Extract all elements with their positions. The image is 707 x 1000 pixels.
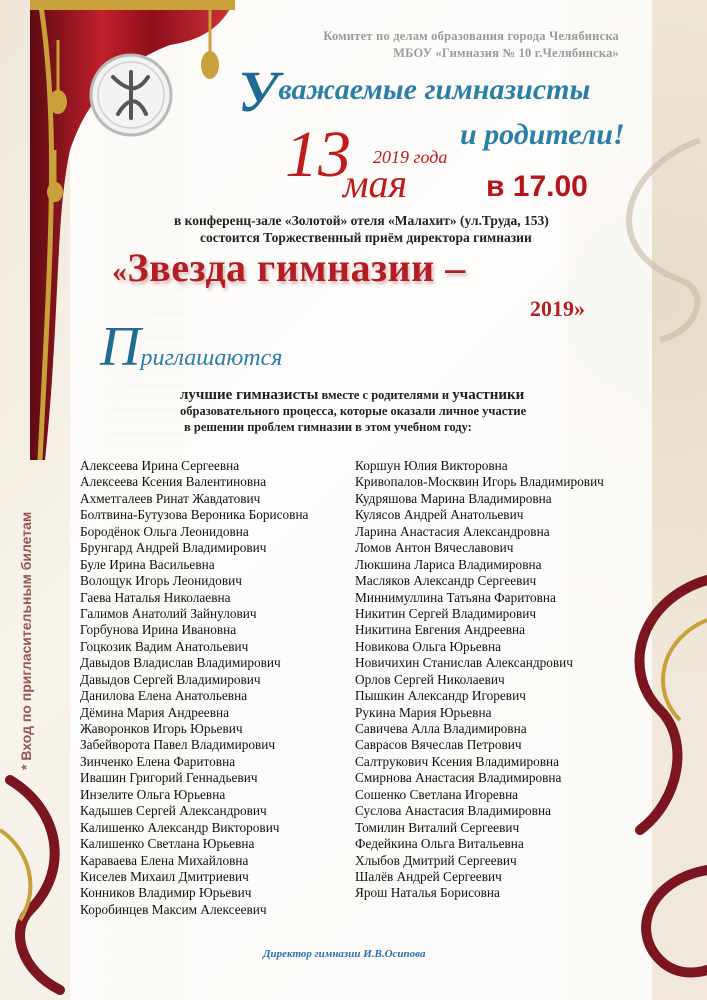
list-item: Гаева Наталья Николаевна (80, 589, 231, 605)
list-item: Никитин Сергей Владимирович (355, 605, 537, 621)
side-note-entry-by-ticket: * Вход по пригласительным билетам (18, 511, 34, 770)
list-item: Люкшина Лариса Владимировна (355, 556, 542, 572)
list-item: Буле Ирина Васильевна (80, 556, 215, 572)
list-item: Калишенко Светлана Юрьевна (80, 836, 255, 852)
title-line-1 (238, 58, 590, 125)
title-initial: У (238, 59, 279, 124)
list-item: Ярош Наталья Борисовна (355, 885, 500, 901)
list-item: Ивашин Григорий Геннадьевич (80, 770, 258, 786)
list-item: Новичихин Станислав Александрович (355, 655, 573, 671)
invite-heading (100, 315, 282, 379)
invite-rest: риглашаются (140, 345, 283, 371)
list-item: Никитина Евгения Андреевна (355, 622, 526, 638)
list-item: Забейворота Павел Владимирович (80, 737, 276, 753)
list-item: Ахметгалеев Ринат Жавдатович (80, 490, 261, 506)
list-item: Кривопалов-Москвин Игорь Владимирович (355, 474, 604, 490)
list-item: Федейкина Ольга Витальевна (355, 836, 524, 852)
list-item: Томилин Виталий Сергеевич (355, 819, 520, 835)
event-day: 13 (285, 118, 351, 191)
invite-initial: П (100, 316, 141, 378)
event-name-text: Звезда гимназии – (127, 245, 466, 290)
list-item: Галимов Анатолий Зайнулович (80, 605, 257, 621)
gymnasium-logo (88, 52, 174, 138)
event-year: 2019» (530, 296, 585, 321)
list-item: Караваева Елена Михайловна (80, 852, 249, 868)
list-item: Алексеева Ирина Сергеевна (80, 458, 240, 473)
list-item: Калишенко Александр Викторович (80, 819, 280, 835)
list-item: Конников Владимир Юрьевич (80, 885, 252, 901)
list-item: Кадышев Сергей Александрович (80, 803, 267, 819)
intro-best: лучшие гимназисты (180, 387, 319, 403)
list-item: Ломов Антон Вячеславович (355, 540, 514, 556)
list-item: Кулясов Андрей Анатольевич (355, 507, 524, 523)
intro-line-1 (180, 386, 524, 404)
list-item: Рукина Мария Юрьевна (355, 704, 492, 720)
list-item: Дёмина Мария Андреевна (80, 704, 230, 720)
intro-with-parents: вместе с родителями и (318, 388, 453, 402)
list-item: Орлов Сергей Николаевич (355, 671, 505, 687)
intro-line-3: в решении проблем гимназии в этом учебном году: (184, 420, 472, 434)
title-line-1-rest: важаемые гимназисты (278, 73, 591, 106)
list-item: Алексеева Ксения Валентиновна (80, 474, 267, 490)
event-year-label: 2019 года (373, 147, 448, 167)
venue-line-1: в конференц-зале «Золотой» отеля «Малахит» (ул.Труда, 153) (174, 213, 549, 228)
event-month: мая (343, 161, 408, 206)
list-item: Жаворонков Игорь Юрьевич (80, 721, 243, 736)
list-item: Данилова Елена Анатольевна (80, 688, 248, 704)
event-name (112, 244, 466, 291)
venue-line-2: состоится Торжественный приём директора гимназии (200, 230, 532, 245)
list-item: Сошенко Светлана Игоревна (355, 786, 519, 802)
list-item: Суслова Анастасия Владимировна (355, 803, 551, 819)
list-item: Савичева Алла Владимировна (355, 721, 527, 736)
list-item: Смирнова Анастасия Владимировна (355, 770, 562, 786)
header-committee: Комитет по делам образования города Челябинска (323, 29, 619, 43)
names-list-right (355, 458, 604, 902)
intro-line-2: образовательного процесса, которые оказали личное участие (180, 404, 527, 418)
list-item: Масляков Александр Сергеевич (355, 573, 537, 589)
intro-participants: участники (452, 387, 525, 403)
list-item: Давыдов Сергей Владимирович (80, 671, 261, 687)
list-item: Кудряшова Марина Владимировна (355, 490, 552, 506)
title-line-2: и родители! (460, 118, 625, 151)
list-item: Брунгард Андрей Владимирович (80, 540, 267, 556)
list-item: Ларина Анастасия Александровна (355, 523, 550, 539)
director-signature: Директор гимназии И.В.Осипова (263, 948, 426, 960)
list-item: Коршун Юлия Викторовна (355, 458, 508, 473)
list-item: Шалёв Андрей Сергеевич (355, 868, 502, 884)
list-item: Киселев Михаил Дмитриевич (80, 868, 249, 884)
list-item: Хлыбов Дмитрий Сергеевич (355, 852, 517, 868)
list-item: Гоцкозик Вадим Анатольевич (80, 638, 249, 654)
swirl-bottom-left-decoration (0, 770, 90, 1000)
names-list-left (80, 458, 308, 918)
list-item: Болтвина-Бутузова Вероника Борисовна (80, 507, 309, 523)
header-school: МБОУ «Гимназия № 10 г.Челябинска» (393, 46, 619, 60)
list-item: Коробинцев Максим Алексеевич (80, 901, 267, 917)
list-item: Горбунова Ирина Ивановна (80, 622, 237, 638)
event-time: в 17.00 (486, 170, 588, 203)
event-open-quote: « (112, 255, 128, 288)
list-item: Салтрукович Ксения Владимировна (355, 753, 560, 769)
list-item: Пышкин Александр Игоревич (355, 688, 526, 704)
list-item: Миннимуллина Татьяна Фаритовна (355, 589, 556, 605)
list-item: Новикова Ольга Юрьевна (355, 638, 501, 654)
list-item: Саврасов Вячеслав Петрович (355, 737, 522, 753)
list-item: Инзелите Ольга Юрьевна (80, 786, 226, 802)
list-item: Волощук Игорь Леонидович (80, 573, 242, 589)
list-item: Бородёнок Ольга Леонидовна (80, 523, 249, 539)
list-item: Давыдов Владислав Владимирович (80, 655, 281, 671)
list-item: Зинченко Елена Фаритовна (80, 753, 236, 769)
